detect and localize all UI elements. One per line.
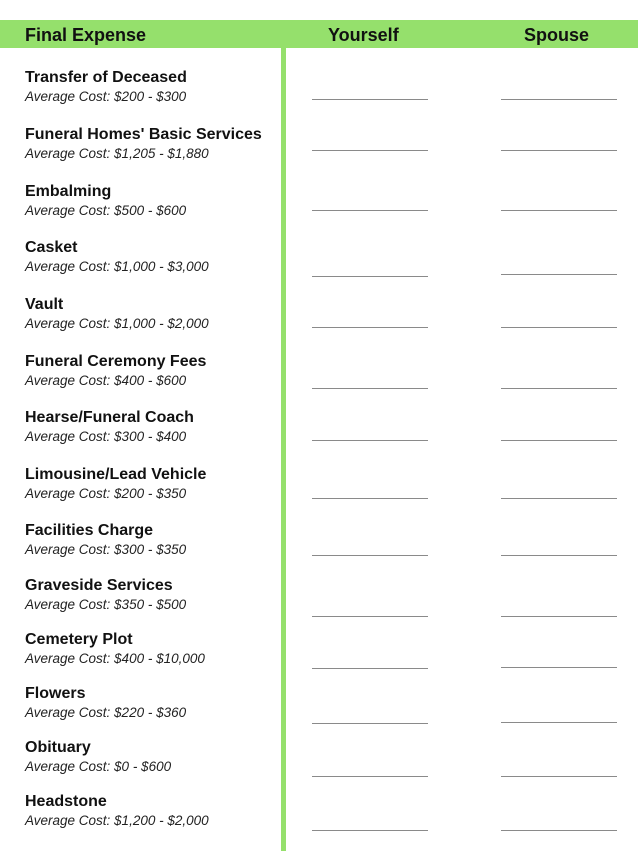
yourself-blank-line[interactable] xyxy=(312,776,428,777)
spouse-blank-line[interactable] xyxy=(501,667,617,668)
yourself-blank-line[interactable] xyxy=(312,498,428,499)
spouse-blank-line[interactable] xyxy=(501,776,617,777)
spouse-blank-line[interactable] xyxy=(501,722,617,723)
expense-name: Headstone xyxy=(25,793,107,810)
yourself-blank-line[interactable] xyxy=(312,150,428,151)
table-row xyxy=(0,511,638,567)
yourself-blank-line[interactable] xyxy=(312,668,428,669)
table-row xyxy=(0,342,638,398)
spouse-blank-line[interactable] xyxy=(501,150,617,151)
expense-name: Graveside Services xyxy=(25,577,173,594)
table-row xyxy=(0,228,638,284)
spouse-blank-line[interactable] xyxy=(501,555,617,556)
table-row xyxy=(0,620,638,676)
expense-average-cost: Average Cost: $1,200 - $2,000 xyxy=(25,813,209,828)
header-final-expense: Final Expense xyxy=(25,25,147,45)
yourself-blank-line[interactable] xyxy=(312,99,428,100)
expense-name: Transfer of Deceased xyxy=(25,69,187,86)
expense-name: Hearse/Funeral Coach xyxy=(25,409,194,426)
expense-average-cost: Average Cost: $220 - $360 xyxy=(25,705,187,720)
table-row xyxy=(0,285,638,341)
table-row xyxy=(0,674,638,730)
expense-average-cost: Average Cost: $300 - $350 xyxy=(25,542,187,557)
expense-name: Casket xyxy=(25,239,78,256)
table-row xyxy=(0,172,638,228)
spouse-blank-line[interactable] xyxy=(501,99,617,100)
expense-average-cost: Average Cost: $0 - $600 xyxy=(25,759,172,774)
yourself-blank-line[interactable] xyxy=(312,276,428,277)
expense-average-cost: Average Cost: $1,000 - $3,000 xyxy=(25,259,209,274)
expense-name: Funeral Homes' Basic Services xyxy=(25,126,262,143)
expense-average-cost: Average Cost: $400 - $600 xyxy=(25,373,187,388)
table-row xyxy=(0,566,638,622)
expense-average-cost: Average Cost: $400 - $10,000 xyxy=(25,651,205,666)
expense-average-cost: Average Cost: $500 - $600 xyxy=(25,203,187,218)
spouse-blank-line[interactable] xyxy=(501,440,617,441)
yourself-blank-line[interactable] xyxy=(312,388,428,389)
expense-name: Funeral Ceremony Fees xyxy=(25,353,207,370)
yourself-blank-line[interactable] xyxy=(312,440,428,441)
spouse-blank-line[interactable] xyxy=(501,498,617,499)
expense-name: Obituary xyxy=(25,739,91,756)
expense-average-cost: Average Cost: $200 - $350 xyxy=(25,486,187,501)
spouse-blank-line[interactable] xyxy=(501,830,617,831)
table-row xyxy=(0,398,638,454)
expense-name: Cemetery Plot xyxy=(25,631,133,648)
yourself-blank-line[interactable] xyxy=(312,616,428,617)
spouse-blank-line[interactable] xyxy=(501,388,617,389)
table-row xyxy=(0,782,638,838)
expense-average-cost: Average Cost: $300 - $400 xyxy=(25,429,187,444)
yourself-blank-line[interactable] xyxy=(312,723,428,724)
yourself-blank-line[interactable] xyxy=(312,555,428,556)
yourself-blank-line[interactable] xyxy=(312,830,428,831)
expense-average-cost: Average Cost: $350 - $500 xyxy=(25,597,187,612)
table-header xyxy=(0,20,638,48)
spouse-blank-line[interactable] xyxy=(501,327,617,328)
header-yourself: Yourself xyxy=(328,25,399,45)
header-spouse: Spouse xyxy=(524,25,590,45)
expense-name: Vault xyxy=(25,296,64,313)
expense-average-cost: Average Cost: $1,000 - $2,000 xyxy=(25,316,209,331)
expense-average-cost: Average Cost: $200 - $300 xyxy=(25,89,187,104)
yourself-blank-line[interactable] xyxy=(312,327,428,328)
spouse-blank-line[interactable] xyxy=(501,274,617,275)
table-row xyxy=(0,728,638,784)
expense-name: Embalming xyxy=(25,183,112,200)
spouse-blank-line[interactable] xyxy=(501,616,617,617)
expense-average-cost: Average Cost: $1,205 - $1,880 xyxy=(25,146,209,161)
expense-name: Facilities Charge xyxy=(25,522,154,539)
expense-name: Limousine/Lead Vehicle xyxy=(25,466,207,483)
table-row xyxy=(0,58,638,114)
expense-name: Flowers xyxy=(25,685,86,702)
spouse-blank-line[interactable] xyxy=(501,210,617,211)
yourself-blank-line[interactable] xyxy=(312,210,428,211)
table-row xyxy=(0,455,638,511)
table-row xyxy=(0,115,638,171)
